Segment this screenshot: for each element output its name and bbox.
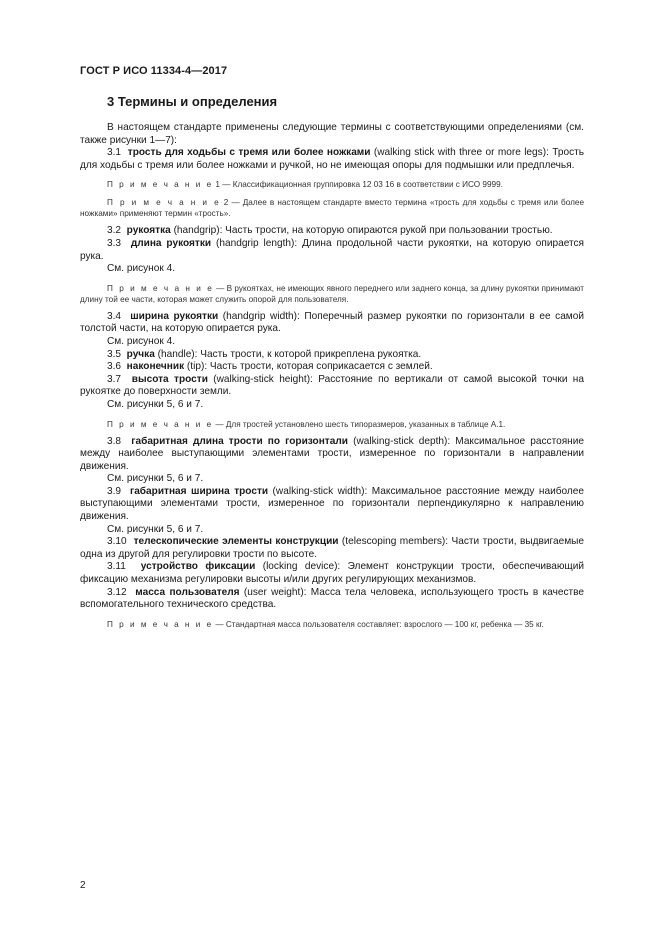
term-name: габаритная длина трости по горизонтали — [131, 435, 348, 447]
note-text: 2 — Далее в настоящем стандарте вместо термина «трость для ходьбы с тремя или более ножками» применяют термин «трость». — [80, 198, 585, 219]
term-name: ручка — [126, 348, 155, 360]
term-definition: (walking-stick depth): Максимальное расстояние между наиболее выступающими элементами трости, измеренное по горизонтали в направлении движения. — [80, 435, 584, 472]
see-figure: См. рисунки 5, 6 и 7. — [107, 523, 204, 535]
term-number: 3.8 — [107, 435, 122, 447]
term-number: 3.7 — [107, 373, 122, 385]
term-number: 3.5 — [107, 348, 122, 360]
section-title: 3 Термины и определения — [107, 94, 278, 109]
term-name: наконечник — [126, 361, 185, 373]
note-label: П р и м е ч а н и е — [107, 419, 214, 429]
note-3-3 — [80, 283, 584, 305]
term-number: 3.12 — [107, 586, 127, 598]
term-definition: (locking device): Элемент конструкции трости, обеспечивающий фиксацию механизма регулировки высоты и/или других регулирующих механизмов. — [80, 561, 584, 586]
term-name: длина рукоятки — [130, 237, 212, 249]
note-text: — В рукоятках, не имеющих явного переднего или заднего конца, за длину рукоятки принимают длину той ее части, которая может служить опорой для пользователя. — [80, 283, 584, 304]
term-3-5 — [80, 349, 584, 362]
term-name: устройство фиксации — [140, 561, 256, 573]
term-3-8 — [80, 436, 584, 474]
term-3-2 — [80, 225, 584, 238]
term-3-9 — [80, 486, 584, 524]
document-body — [80, 122, 584, 636]
term-3-6 — [80, 361, 584, 374]
note-3-7 — [80, 419, 584, 430]
term-definition: (handgrip): Часть трости, на которую опираются рукой при пользовании тростью. — [170, 225, 553, 237]
term-3-12 — [80, 587, 584, 612]
intro-paragraph: В настоящем стандарте применены следующие термины с соответствующими определениями (см. также рисунки 1—7): — [80, 122, 584, 146]
term-definition: (tip): Часть трости, которая соприкасается с землей. — [184, 361, 433, 373]
term-name: габаритная ширина трости — [129, 485, 269, 497]
note-3-12 — [80, 619, 584, 630]
see-figure: См. рисунок 4. — [107, 263, 176, 275]
term-name: телескопические элементы конструкции — [133, 536, 339, 548]
term-name: ширина рукоятки — [130, 310, 219, 322]
term-3-10 — [80, 536, 584, 561]
term-number: 3.9 — [107, 485, 122, 497]
term-name: высота трости — [131, 373, 208, 385]
term-name: масса пользователя — [135, 586, 240, 598]
term-name: рукоятка — [126, 225, 171, 237]
term-number: 3.6 — [107, 361, 122, 373]
term-3-11 — [80, 561, 584, 586]
note-text: — Стандартная масса пользователя составляет: взрослого — 100 кг, ребенка — 35 кг. — [213, 619, 544, 629]
note-label: П р и м е ч а н и е — [107, 198, 221, 208]
term-definition: (handgrip length): Длина продольной части рукоятки, на которую опирается рука. — [80, 237, 585, 262]
term-number: 3.10 — [107, 536, 127, 548]
term-definition: (user weight): Масса тела человека, использующего трость в качестве вспомогательного технического средства. — [80, 586, 585, 611]
term-3-4 — [80, 311, 584, 336]
term-number: 3.4 — [107, 310, 122, 322]
note-label: П р и м е ч а н и е — [107, 180, 214, 190]
note-label: П р и м е ч а н и е — [107, 619, 214, 629]
term-definition: (walking-stick height): Расстояние по вертикали от самой высокой точки на рукоятке до поверхности земли. — [80, 373, 584, 398]
term-number: 3.11 — [107, 561, 126, 573]
note-text: 1 — Классификационная группировка 12 03 16 в соответствии с ИСО 9999. — [213, 180, 503, 190]
see-figure: См. рисунки 5, 6 и 7. — [107, 398, 204, 410]
note-3-1-b — [80, 197, 584, 219]
term-definition: (handgrip width): Поперечный размер рукоятки по горизонтали в ее самой толстой части, на которую опирается рука. — [80, 310, 584, 335]
page-number: 2 — [80, 880, 86, 891]
term-definition: (walking-stick width): Максимальное расстояние между наиболее выступающими элементами трости, измеренное по горизонтали перпендикулярно к направлению движения. — [80, 485, 585, 523]
term-number: 3.1 — [107, 147, 122, 159]
term-definition: (handle): Часть трости, к которой прикреплена рукоятка. — [154, 348, 422, 360]
term-3-7 — [80, 374, 584, 399]
note-text: — Для тростей установлено шесть типоразмеров, указанных в таблице А.1. — [213, 419, 506, 429]
see-figure: См. рисунки 5, 6 и 7. — [107, 473, 204, 485]
term-name: трость для ходьбы с тремя или более ножками — [127, 147, 371, 159]
term-definition: (walking stick with three or more legs): Трость для ходьбы с тремя или более ножками и ручкой, но не имеющая опоры для подмышки или предплечья. — [80, 147, 584, 171]
term-definition: (telescoping members): Части трости, выдвигаемые одна из другой для регулировки трости по высоте. — [80, 536, 585, 560]
note-label: П р и м е ч а н и е — [107, 283, 214, 293]
see-figure: См. рисунок 4. — [107, 335, 176, 347]
term-number: 3.2 — [107, 225, 122, 237]
term-number: 3.3 — [107, 237, 122, 249]
term-3-3 — [80, 238, 584, 263]
note-3-1-a — [80, 179, 584, 190]
document-header: ГОСТ Р ИСО 11334-4—2017 — [80, 65, 228, 77]
term-3-1 — [80, 147, 584, 172]
